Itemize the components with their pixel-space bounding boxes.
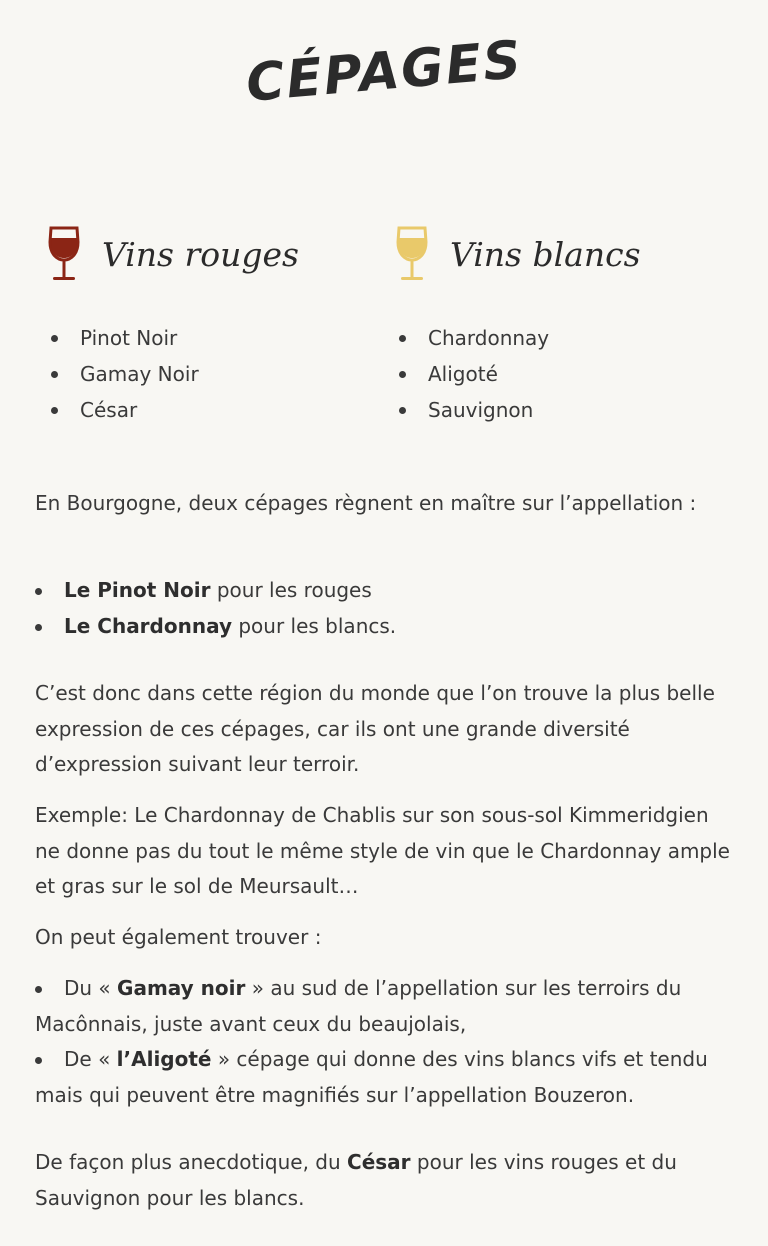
list-item: Du « Gamay noir » au sud de l’appellation sur les terroirs du Macônnais, juste avant ceux du beaujolais,: [35, 971, 735, 1042]
white-wines-column: [394, 222, 724, 428]
main-grapes-list: [35, 573, 735, 644]
page-title: CÉPAGES: [243, 30, 525, 114]
other-grapes-list: [35, 971, 735, 1113]
also-paragraph: On peut également trouver :: [35, 925, 322, 949]
list-item: Gamay Noir: [46, 356, 376, 392]
red-wines-header: [46, 222, 376, 286]
list-item: Le Chardonnay pour les blancs.: [35, 609, 735, 645]
grape-name: l’Aligoté: [116, 1047, 212, 1071]
red-wine-glass-icon: [46, 224, 82, 284]
white-grapes-list: [394, 320, 724, 428]
white-wine-glass-icon: [394, 224, 430, 284]
list-item: Aligoté: [394, 356, 724, 392]
page-title-container: [0, 30, 768, 114]
closing-paragraph: De façon plus anecdotique, du César pour les vins rouges et du Sauvignon pour les blancs.: [35, 1150, 677, 1210]
example-paragraph: Exemple: Le Chardonnay de Chablis sur son sous-sol Kimmeridgien ne donne pas du tout le même style de vin que le Chardonnay ample et gras sur le sol de Meursault…: [35, 803, 730, 898]
grape-name: Le Chardonnay: [64, 613, 232, 638]
grape-name: Gamay noir: [117, 976, 246, 1000]
red-grapes-list: [46, 320, 376, 428]
white-wines-header: [394, 222, 724, 286]
list-item: Le Pinot Noir pour les rouges: [35, 573, 735, 609]
white-wines-heading: Vins blancs: [450, 234, 641, 274]
red-wines-column: [46, 222, 376, 428]
grape-name: Le Pinot Noir: [64, 578, 211, 602]
red-wines-heading: Vins rouges: [102, 234, 299, 274]
list-item: De « l’Aligoté » cépage qui donne des vins blancs vifs et tendu mais qui peuvent être magnifiés sur l’appellation Bouzeron.: [35, 1042, 735, 1113]
list-item: Sauvignon: [394, 392, 724, 428]
list-item: Pinot Noir: [46, 320, 376, 356]
expression-paragraph: C’est donc dans cette région du monde que l’on trouve la plus belle expression de ces cépages, car ils ont une grande diversité d’expression suivant leur terroir.: [35, 681, 715, 776]
grape-name: César: [347, 1150, 411, 1174]
list-item: Chardonnay: [394, 320, 724, 356]
intro-paragraph: En Bourgogne, deux cépages règnent en maître sur l’appellation :: [35, 491, 697, 515]
list-item: César: [46, 392, 376, 428]
